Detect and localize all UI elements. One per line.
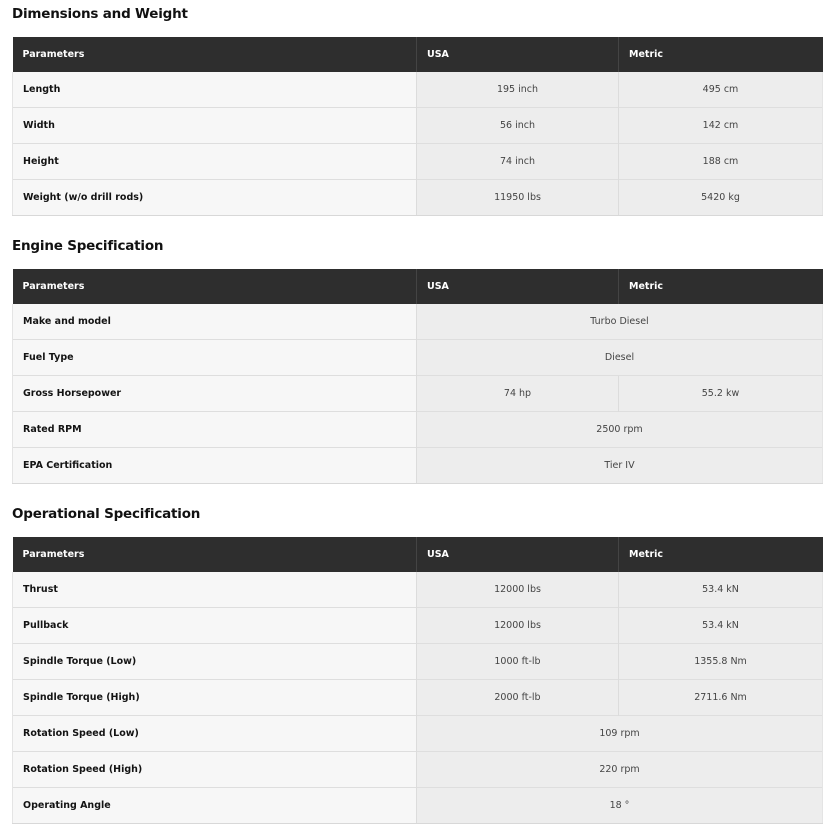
combined-value: Tier IV xyxy=(417,448,823,484)
column-header-metric: Metric xyxy=(619,269,823,304)
combined-value: 18 ° xyxy=(417,788,823,824)
usa-value: 2000 ft-lb xyxy=(417,680,619,716)
column-header-metric: Metric xyxy=(619,537,823,572)
table-row xyxy=(13,304,823,340)
operational-table xyxy=(12,537,823,824)
param-name: EPA Certification xyxy=(13,448,417,484)
param-name: Pullback xyxy=(13,608,417,644)
param-name: Width xyxy=(13,108,417,144)
column-header-usa: USA xyxy=(417,537,619,572)
param-name: Thrust xyxy=(13,572,417,608)
usa-value: 74 inch xyxy=(417,144,619,180)
param-name: Fuel Type xyxy=(13,340,417,376)
param-name: Rated RPM xyxy=(13,412,417,448)
column-header-usa: USA xyxy=(417,37,619,72)
param-name: Spindle Torque (Low) xyxy=(13,644,417,680)
param-name: Operating Angle xyxy=(13,788,417,824)
metric-value: 5420 kg xyxy=(619,180,823,216)
column-header-parameters: Parameters xyxy=(13,37,417,72)
table-header-row xyxy=(13,537,823,572)
table-header-row xyxy=(13,37,823,72)
section-title-engine: Engine Specification xyxy=(12,238,164,254)
metric-value: 188 cm xyxy=(619,144,823,180)
table-row xyxy=(13,144,823,180)
param-name: Rotation Speed (Low) xyxy=(13,716,417,752)
combined-value: Diesel xyxy=(417,340,823,376)
section-title-operational: Operational Specification xyxy=(12,506,201,522)
usa-value: 195 inch xyxy=(417,72,619,108)
usa-value: 11950 lbs xyxy=(417,180,619,216)
param-name: Rotation Speed (High) xyxy=(13,752,417,788)
usa-value: 12000 lbs xyxy=(417,608,619,644)
metric-value: 142 cm xyxy=(619,108,823,144)
param-name: Height xyxy=(13,144,417,180)
usa-value: 12000 lbs xyxy=(417,572,619,608)
table-row xyxy=(13,572,823,608)
column-header-parameters: Parameters xyxy=(13,537,417,572)
table-row xyxy=(13,752,823,788)
usa-value: 74 hp xyxy=(417,376,619,412)
table-row xyxy=(13,608,823,644)
dimensions-table xyxy=(12,37,823,216)
usa-value: 1000 ft-lb xyxy=(417,644,619,680)
param-name: Weight (w/o drill rods) xyxy=(13,180,417,216)
table-row xyxy=(13,788,823,824)
param-name: Length xyxy=(13,72,417,108)
metric-value: 55.2 kw xyxy=(619,376,823,412)
table-row xyxy=(13,448,823,484)
table-row xyxy=(13,680,823,716)
combined-value: 220 rpm xyxy=(417,752,823,788)
param-name: Gross Horsepower xyxy=(13,376,417,412)
table-row xyxy=(13,644,823,680)
metric-value: 495 cm xyxy=(619,72,823,108)
metric-value: 1355.8 Nm xyxy=(619,644,823,680)
section-title-dimensions: Dimensions and Weight xyxy=(12,6,188,22)
usa-value: 56 inch xyxy=(417,108,619,144)
table-row xyxy=(13,180,823,216)
table-row xyxy=(13,412,823,448)
column-header-parameters: Parameters xyxy=(13,269,417,304)
metric-value: 53.4 kN xyxy=(619,608,823,644)
table-row xyxy=(13,108,823,144)
param-name: Make and model xyxy=(13,304,417,340)
combined-value: 109 rpm xyxy=(417,716,823,752)
table-row xyxy=(13,376,823,412)
column-header-metric: Metric xyxy=(619,37,823,72)
table-header-row xyxy=(13,269,823,304)
combined-value: Turbo Diesel xyxy=(417,304,823,340)
table-row xyxy=(13,716,823,752)
metric-value: 53.4 kN xyxy=(619,572,823,608)
table-row xyxy=(13,72,823,108)
combined-value: 2500 rpm xyxy=(417,412,823,448)
metric-value: 2711.6 Nm xyxy=(619,680,823,716)
column-header-usa: USA xyxy=(417,269,619,304)
engine-table xyxy=(12,269,823,484)
table-row xyxy=(13,340,823,376)
param-name: Spindle Torque (High) xyxy=(13,680,417,716)
